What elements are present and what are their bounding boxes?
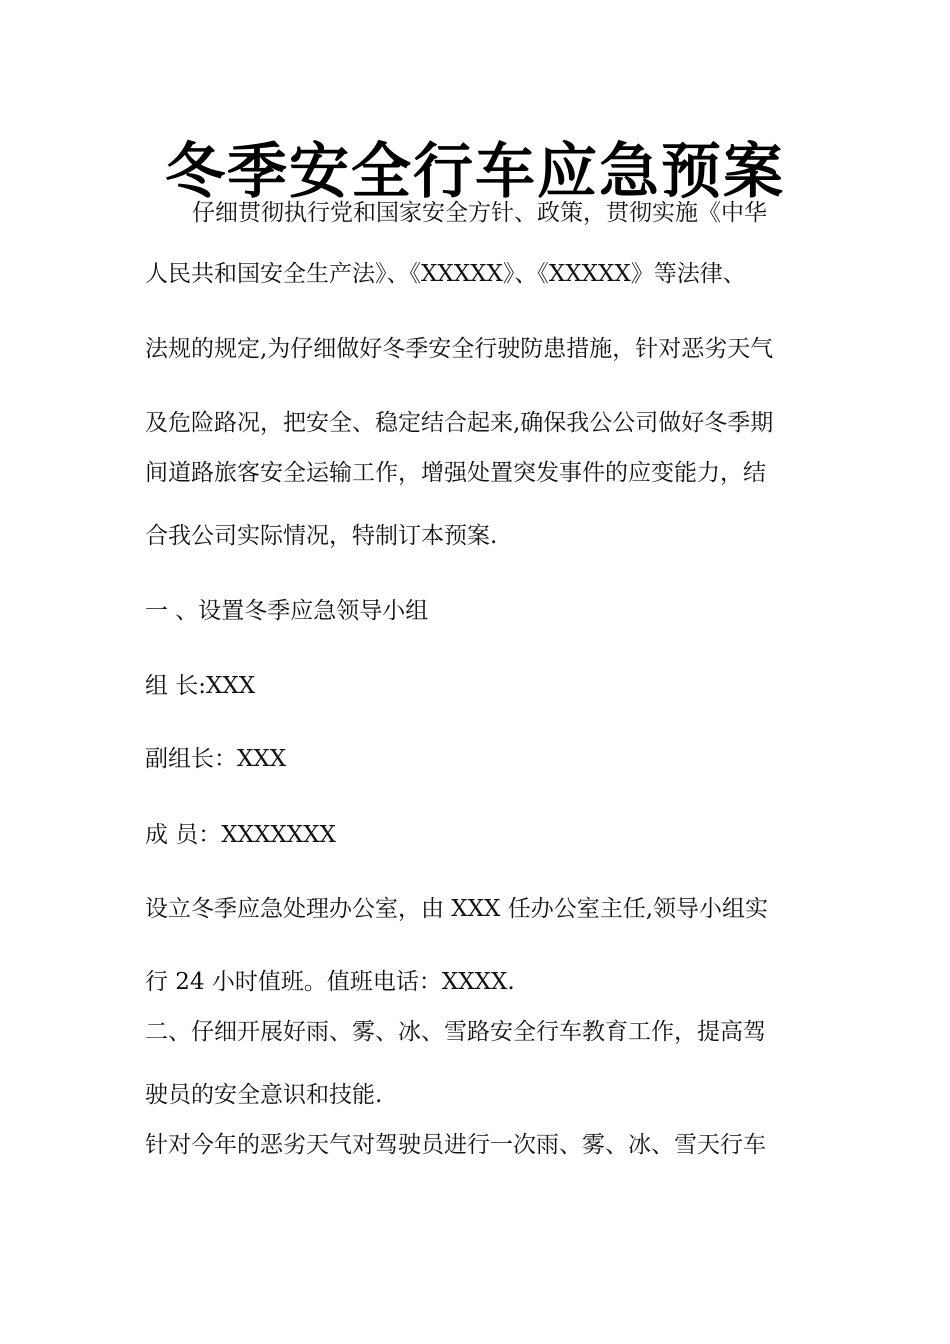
paragraph-line-3: 法规的规定,为仔细做好冬季安全行驶防患措施，针对恶劣天气	[145, 336, 774, 362]
paragraph-line-5: 间道路旅客安全运输工作，增强处置突发事件的应变能力，结	[145, 460, 766, 486]
paragraph-line-4: 及危险路况，把安全、稳定结合起来,确保我公公司做好冬季期	[145, 410, 774, 436]
section-heading-2-line-2: 驶员的安全意识和技能.	[145, 1082, 383, 1108]
section-heading-2-line-1: 二、仔细开展好雨、雾、冰、雪路安全行车教育工作，提高驾	[145, 1019, 766, 1045]
section-heading-1: 一 、设置冬季应急领导小组	[145, 598, 429, 624]
deputy-leader-line: 副组长：XXX	[145, 746, 287, 772]
office-line-1: 设立冬季应急处理办公室，由 XXX 任办公室主任,领导小组实	[145, 896, 769, 922]
paragraph-line-2: 人民共和国安全生产法》、《XXXXX》、《XXXXX》等法律、	[145, 261, 746, 287]
paragraph-line-6: 合我公司实际情况，特制订本预案.	[145, 523, 498, 549]
office-line-2: 行 24 小时值班。值班电话：XXXX.	[145, 969, 515, 995]
document-title: 冬季安全行车应急预案	[165, 137, 785, 207]
members-line: 成 员：XXXXXXX	[145, 822, 336, 848]
paragraph-line-final: 针对今年的恶劣天气对驾驶员进行一次雨、雾、冰、雪天行车	[145, 1132, 766, 1158]
paragraph-line-1: 仔细贯彻执行党和国家安全方针、政策，贯彻实施《中华	[192, 200, 767, 226]
group-leader-line: 组 长:XXX	[145, 673, 256, 699]
